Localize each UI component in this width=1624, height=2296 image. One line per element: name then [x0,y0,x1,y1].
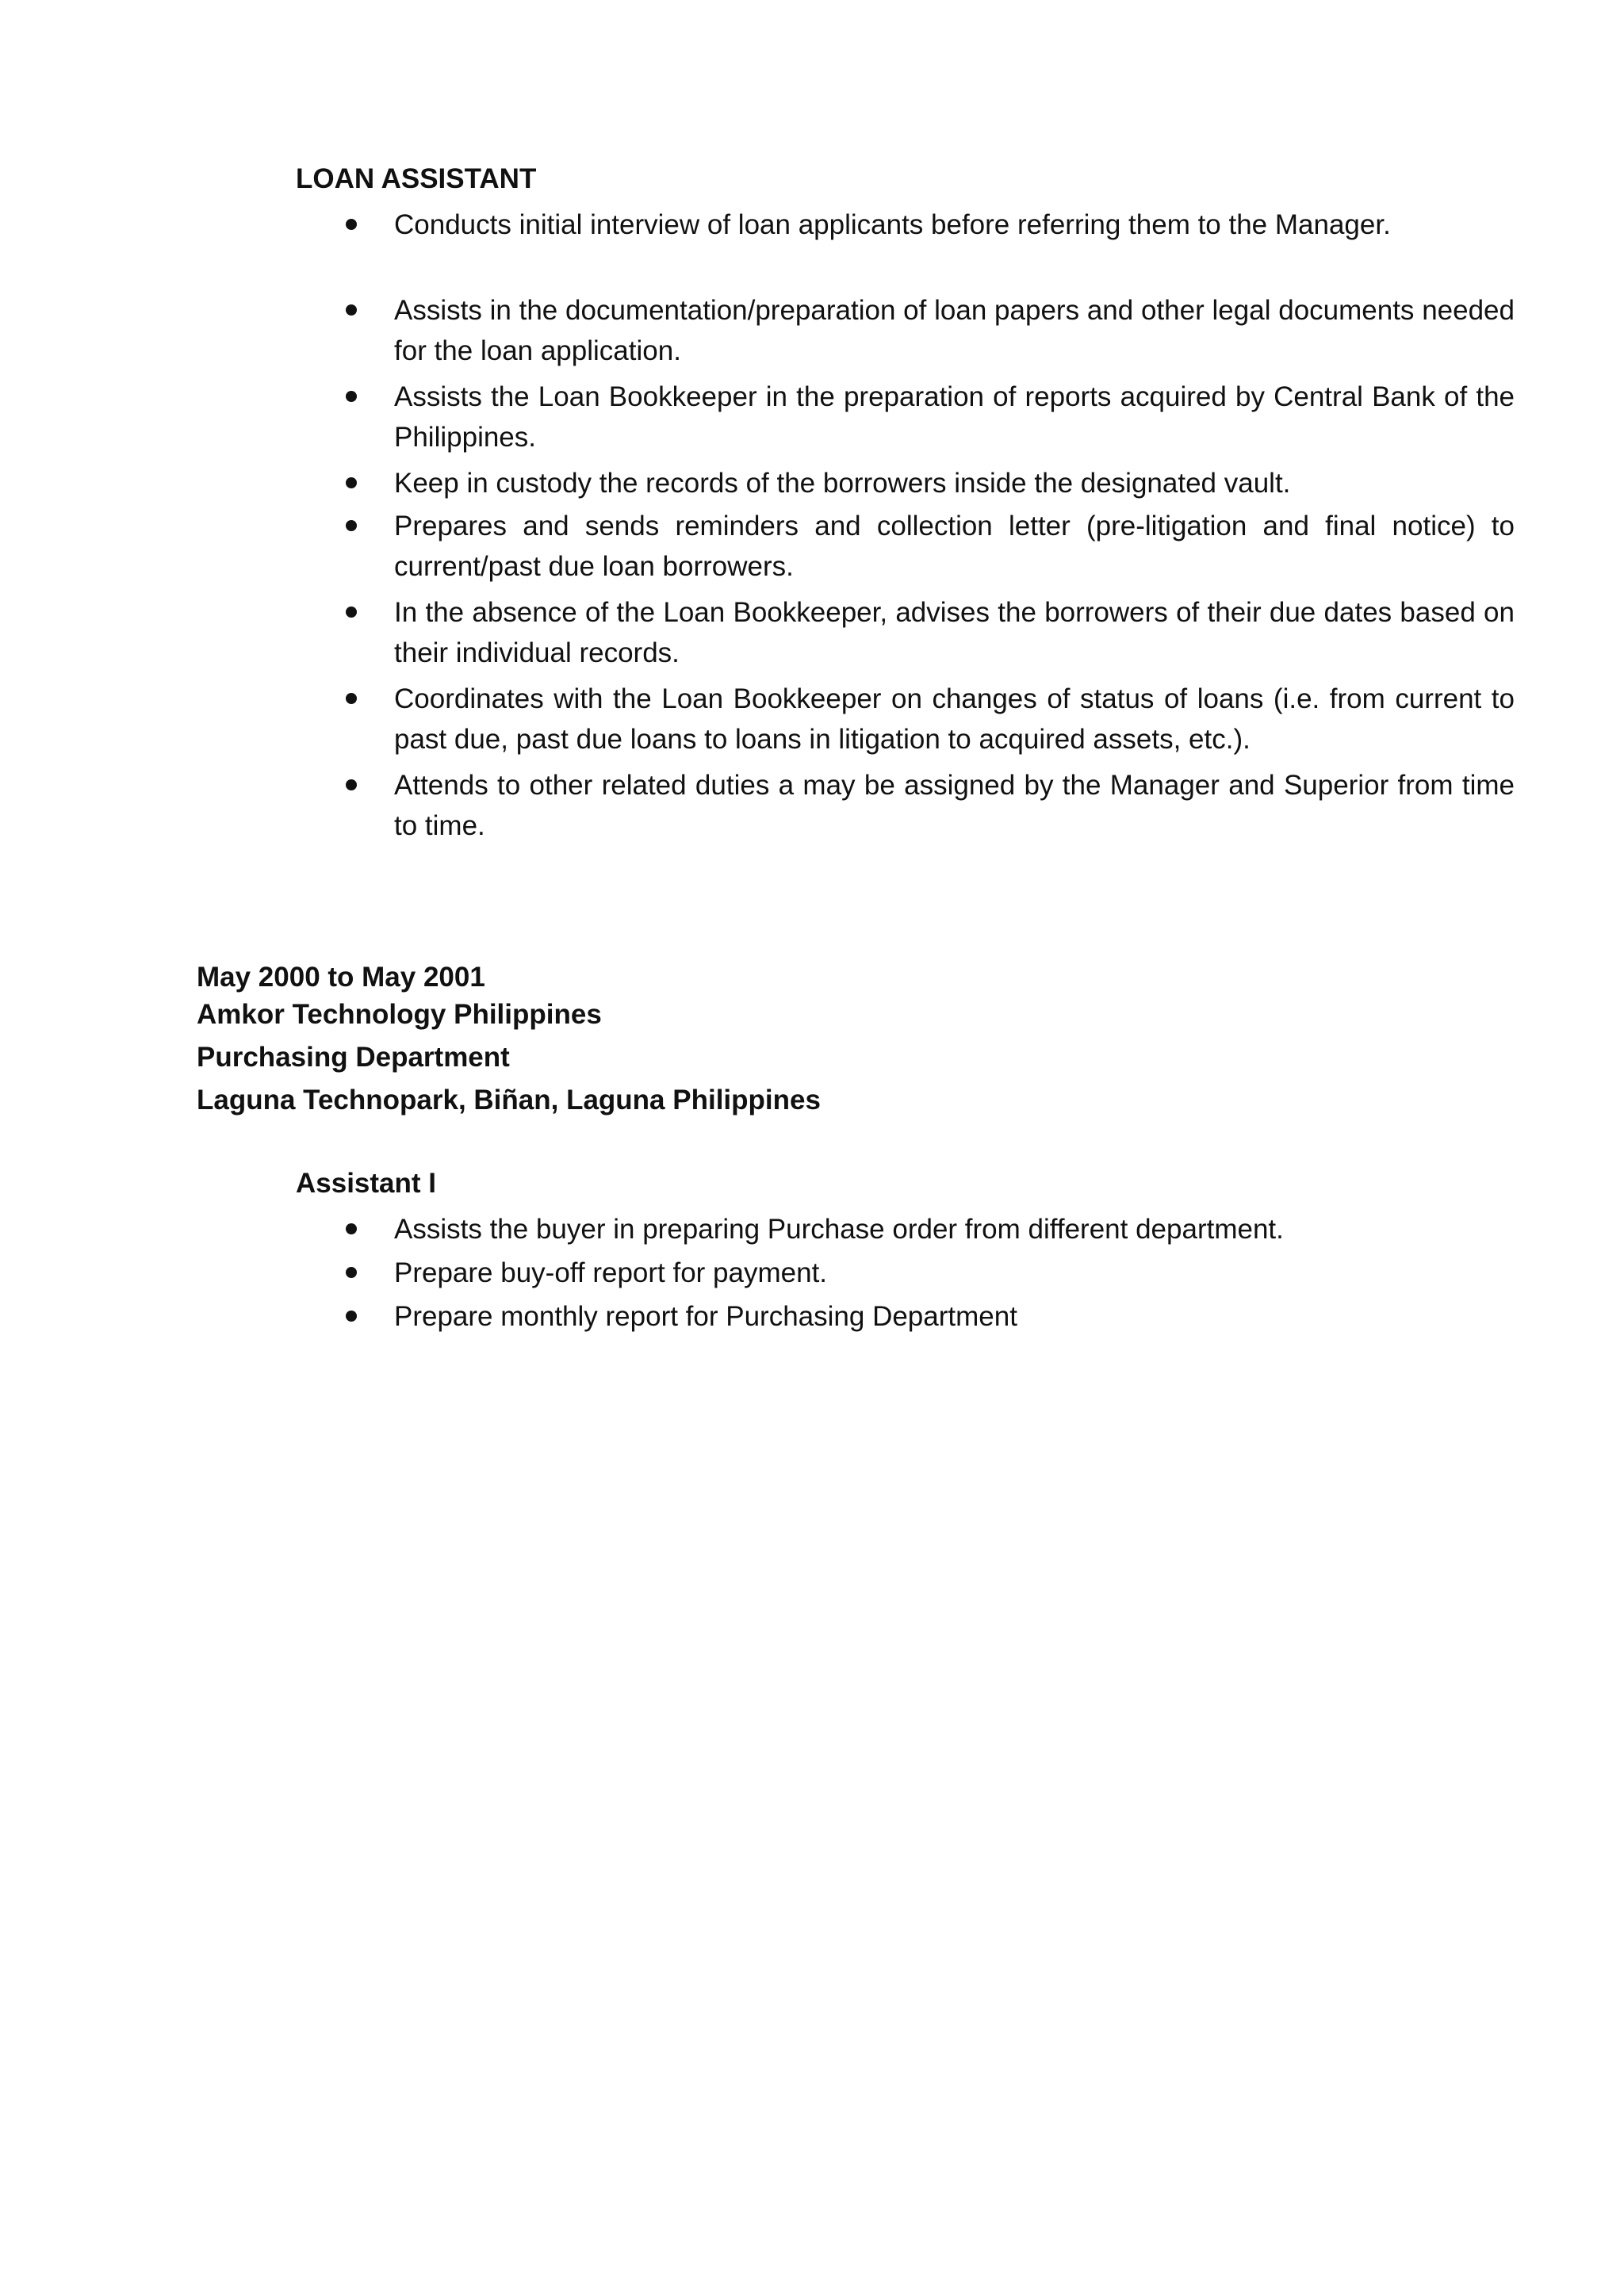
bullet-icon [346,607,357,618]
duty-text: Prepare buy-off report for payment. [394,1257,828,1288]
bullet-icon [346,1267,357,1278]
list-item [0,290,1515,371]
bullet-icon [346,693,357,704]
duty-text: Assists in the documentation/preparation of loan papers and other legal documents needed for the loan application. [394,295,1515,366]
list-item [0,1296,1515,1337]
bullet-icon [346,219,357,230]
duty-text: In the absence of the Loan Bookkeeper, advises the borrowers of their due dates based on their individual records. [394,597,1515,668]
company-name: Amkor Technology Philippines [197,999,602,1030]
company-location: Laguna Technopark, Biñan, Laguna Philippines [197,1085,821,1115]
list-item [0,463,1515,503]
bullet-icon [346,1311,357,1322]
role-heading-loan-assistant: LOAN ASSISTANT [296,163,537,194]
list-item [0,1209,1515,1249]
list-item [0,1253,1515,1293]
duty-text: Prepares and sends reminders and collection letter (pre-litigation and final notice) to current/past due loan borrowers. [394,511,1515,582]
duty-text: Prepare monthly report for Purchasing Department [394,1301,1017,1332]
bullet-icon [346,304,357,316]
role-heading-assistant: Assistant I [296,1168,436,1199]
duty-text: Conducts initial interview of loan applicants before referring them to the Manager. [394,209,1391,240]
list-item [0,506,1515,587]
bullet-icon [346,391,357,402]
duty-text: Assists the Loan Bookkeeper in the preparation of reports acquired by Central Bank of the Philippines. [394,381,1515,453]
employment-period: May 2000 to May 2001 [197,962,485,993]
list-item [0,377,1515,457]
assistant-duties-list [0,1209,1515,1337]
loan-assistant-duties-list [0,205,1515,846]
department-name: Purchasing Department [197,1042,510,1073]
list-item [0,679,1515,760]
bullet-icon [346,520,357,531]
duty-text: Keep in custody the records of the borrowers inside the designated vault. [394,468,1291,499]
duty-text: Coordinates with the Loan Bookkeeper on changes of status of loans (i.e. from current to past due, past due loans to loans in litigation to acquired assets, etc.). [394,683,1515,755]
list-item [0,205,1515,245]
bullet-icon [346,477,357,488]
duty-text: Attends to other related duties a may be assigned by the Manager and Superior from time to time. [394,770,1515,841]
duty-text: Assists the buyer in preparing Purchase order from different department. [394,1214,1284,1245]
bullet-icon [346,779,357,790]
list-item [0,765,1515,846]
bullet-icon [346,1223,357,1234]
list-item [0,592,1515,673]
